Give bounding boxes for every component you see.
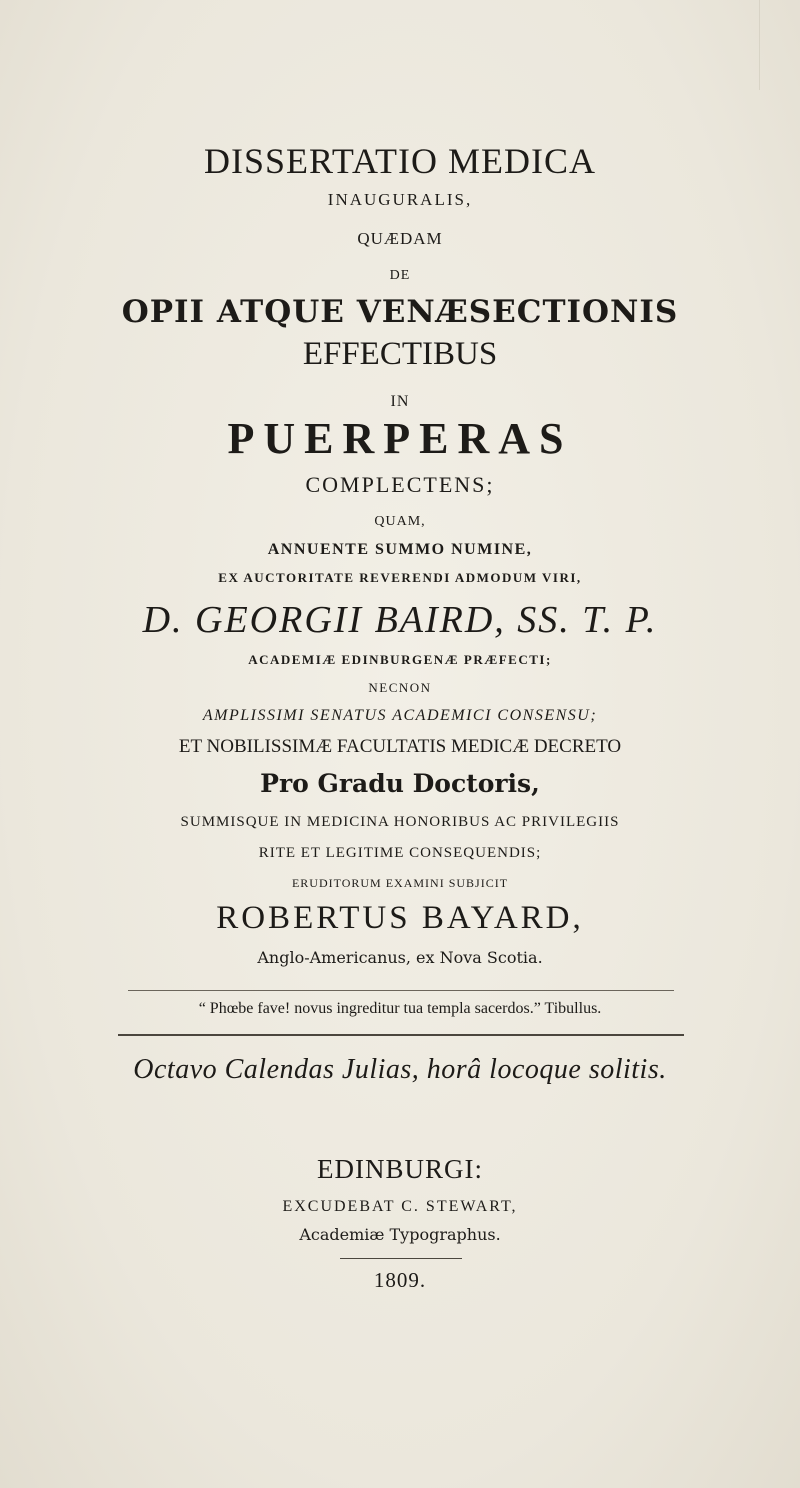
- word-puerperas: PUERPERAS: [227, 414, 573, 463]
- subtitle-quaedam: QUÆDAM: [357, 229, 443, 248]
- word-necnon: NECNON: [368, 680, 432, 695]
- epigraph-tibullus: “ Phœbe fave! novus ingreditur tua templa sacerdos.” Tibullus.: [198, 1000, 602, 1017]
- author-origin: Anglo-Americanus, ex Nova Scotia.: [257, 948, 543, 967]
- name-georgii-baird: D. GEORGII BAIRD, SS. T. P.: [142, 599, 658, 641]
- author-robertus-bayard: ROBERTUS BAYARD,: [216, 900, 584, 936]
- date-line: Octavo Calendas Julias, horâ locoque solitis.: [133, 1054, 667, 1085]
- word-quam: QUAM,: [374, 514, 426, 529]
- line-facultatis-decreto: ET NOBILISSIMÆ FACULTATIS MEDICÆ DECRETO: [178, 736, 622, 757]
- imprint-place: EDINBURGI:: [317, 1154, 483, 1184]
- line-eruditorum: ERUDITORUM EXAMINI SUBJICIT: [291, 876, 509, 890]
- line-summisque: SUMMISQUE IN MEDICINA HONORIBUS AC PRIVILEGIIS: [180, 814, 620, 830]
- line-ex-auctoritate: EX AUCTORITATE REVERENDI ADMODUM VIRI,: [218, 570, 582, 585]
- line-academiae-praefecti: ACADEMIÆ EDINBURGENÆ PRÆFECTI;: [248, 652, 552, 667]
- year-rule: [340, 1258, 462, 1259]
- page-edge-mark: [759, 0, 794, 90]
- word-de: DE: [389, 268, 411, 283]
- imprint-year: 1809.: [373, 1268, 427, 1292]
- word-in: IN: [390, 393, 410, 410]
- word-complectens: COMPLECTENS;: [305, 472, 495, 497]
- line-annuente: ANNUENTE SUMMO NUMINE,: [267, 541, 533, 558]
- line-amplissimi-senatus: AMPLISSIMI SENATUS ACADEMICI CONSENSU;: [202, 707, 598, 724]
- line-rite-et-legitime: RITE ET LEGITIME CONSEQUENDIS;: [258, 845, 542, 861]
- word-effectibus: EFFECTIBUS: [302, 336, 498, 372]
- imprint-printer-title: Academiæ Typographus.: [299, 1225, 501, 1244]
- divider-bottom: [118, 1034, 684, 1036]
- title-dissertatio-medica: DISSERTATIO MEDICA: [204, 141, 596, 181]
- divider-top: [128, 990, 674, 991]
- subject-opii-venaesectionis: OPII ATQUE VENÆSECTIONIS: [121, 294, 679, 330]
- subtitle-inauguralis: INAUGURALIS,: [327, 190, 473, 209]
- imprint-printer: EXCUDEBAT C. STEWART,: [282, 1198, 518, 1215]
- line-pro-gradu-doctoris: Pro Gradu Doctoris,: [260, 769, 540, 798]
